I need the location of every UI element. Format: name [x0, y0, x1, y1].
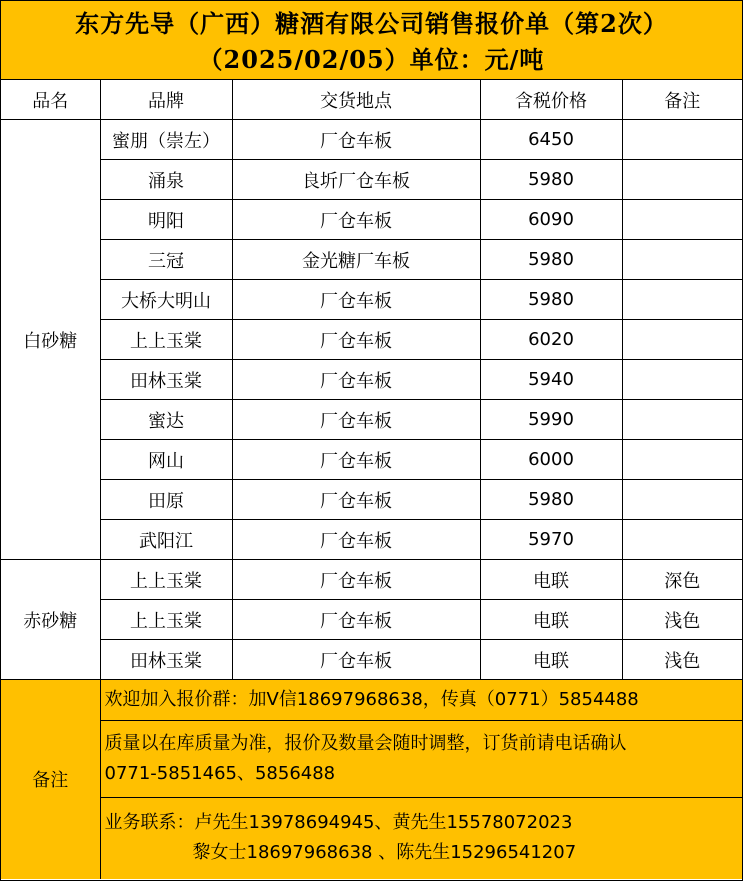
- note-cell: [622, 160, 742, 200]
- brand-cell: 武阳江: [100, 520, 232, 560]
- note-cell: [622, 520, 742, 560]
- price-cell: 6020: [480, 320, 622, 360]
- notes-contacts: [100, 798, 742, 879]
- price-cell: 电联: [480, 640, 622, 680]
- note-cell: [622, 400, 742, 440]
- note-cell: 深色: [622, 560, 742, 600]
- note-cell: [622, 320, 742, 360]
- location-cell: 厂仓车板: [232, 440, 480, 480]
- location-cell: 厂仓车板: [232, 640, 480, 680]
- price-cell: 5980: [480, 160, 622, 200]
- note-cell: 浅色: [622, 640, 742, 680]
- note-cell: 浅色: [622, 600, 742, 640]
- column-header: 交货地点: [232, 80, 480, 120]
- price-cell: 6090: [480, 200, 622, 240]
- table-row: [1, 640, 742, 680]
- column-header: 品牌: [100, 80, 232, 120]
- brand-cell: 大桥大明山: [100, 280, 232, 320]
- location-cell: 厂仓车板: [232, 280, 480, 320]
- table-row: [1, 280, 742, 320]
- notes-row: [1, 798, 742, 879]
- notes-quality: [100, 721, 742, 798]
- brand-cell: 上上玉棠: [100, 600, 232, 640]
- brand-cell: 网山: [100, 440, 232, 480]
- column-header: 备注: [622, 80, 742, 120]
- location-cell: 厂仓车板: [232, 320, 480, 360]
- price-table: [1, 80, 742, 879]
- table-row: [1, 160, 742, 200]
- brand-cell: 蜜朋（崇左）: [100, 120, 232, 160]
- column-header: 含税价格: [480, 80, 622, 120]
- brand-cell: 涌泉: [100, 160, 232, 200]
- price-cell: 6000: [480, 440, 622, 480]
- brand-cell: 上上玉棠: [100, 560, 232, 600]
- notes-contacts-line-1: 业务联系：卢先生13978694945、黄先生15578072023: [104, 812, 573, 834]
- location-cell: 厂仓车板: [232, 120, 480, 160]
- brand-cell: 三冠: [100, 240, 232, 280]
- location-cell: 厂仓车板: [232, 400, 480, 440]
- notes-row: [1, 721, 742, 798]
- price-cell: 5940: [480, 360, 622, 400]
- note-cell: [622, 480, 742, 520]
- brand-cell: 田林玉棠: [100, 640, 232, 680]
- brand-cell: 田林玉棠: [100, 360, 232, 400]
- price-cell: 5970: [480, 520, 622, 560]
- table-row: [1, 400, 742, 440]
- price-cell: 5980: [480, 280, 622, 320]
- price-cell: 6450: [480, 120, 622, 160]
- note-cell: [622, 280, 742, 320]
- brand-cell: 蜜达: [100, 400, 232, 440]
- table-row: [1, 480, 742, 520]
- notes-contacts-line-2: 黎女士18697968638 、陈先生15296541207: [192, 842, 577, 864]
- title-line-1: 东方先导（广西）糖酒有限公司销售报价单（第2次）: [75, 9, 668, 38]
- brand-cell: 明阳: [100, 200, 232, 240]
- table-row: [1, 560, 742, 600]
- notes-row: [1, 680, 742, 721]
- location-cell: 厂仓车板: [232, 360, 480, 400]
- sheet-title: [1, 1, 742, 80]
- product-name-cell: 赤砂糖: [1, 560, 100, 680]
- column-header: 品名: [1, 80, 100, 120]
- title-line-2: （2025/02/05）单位：元/吨: [198, 45, 545, 74]
- notes-quality-text: 质量以在库质量为准，报价及数量会随时调整，订货前请电话确认: [104, 733, 627, 754]
- location-cell: 厂仓车板: [232, 200, 480, 240]
- product-name-cell: 白砂糖: [1, 120, 100, 560]
- notes-group-invite: 欢迎加入报价群：加V信18697968638，传真（0771）5854488: [100, 680, 742, 721]
- note-cell: [622, 200, 742, 240]
- price-cell: 电联: [480, 600, 622, 640]
- table-row: [1, 320, 742, 360]
- table-row: [1, 440, 742, 480]
- notes-label: 备注: [1, 680, 100, 879]
- note-cell: [622, 120, 742, 160]
- notes-phone: 0771-5851465、5856488: [104, 763, 336, 784]
- location-cell: 金光糖厂车板: [232, 240, 480, 280]
- note-cell: [622, 440, 742, 480]
- table-row: [1, 120, 742, 160]
- location-cell: 厂仓车板: [232, 600, 480, 640]
- location-cell: 厂仓车板: [232, 480, 480, 520]
- price-cell: 电联: [480, 560, 622, 600]
- price-cell: 5980: [480, 480, 622, 520]
- location-cell: 良圻厂仓车板: [232, 160, 480, 200]
- table-row: [1, 360, 742, 400]
- table-row: [1, 200, 742, 240]
- note-cell: [622, 240, 742, 280]
- table-row: [1, 520, 742, 560]
- location-cell: 厂仓车板: [232, 560, 480, 600]
- brand-cell: 田原: [100, 480, 232, 520]
- location-cell: 厂仓车板: [232, 520, 480, 560]
- brand-cell: 上上玉棠: [100, 320, 232, 360]
- price-cell: 5980: [480, 240, 622, 280]
- table-row: [1, 600, 742, 640]
- price-cell: 5990: [480, 400, 622, 440]
- table-row: [1, 240, 742, 280]
- header-row: [1, 80, 742, 120]
- note-cell: [622, 360, 742, 400]
